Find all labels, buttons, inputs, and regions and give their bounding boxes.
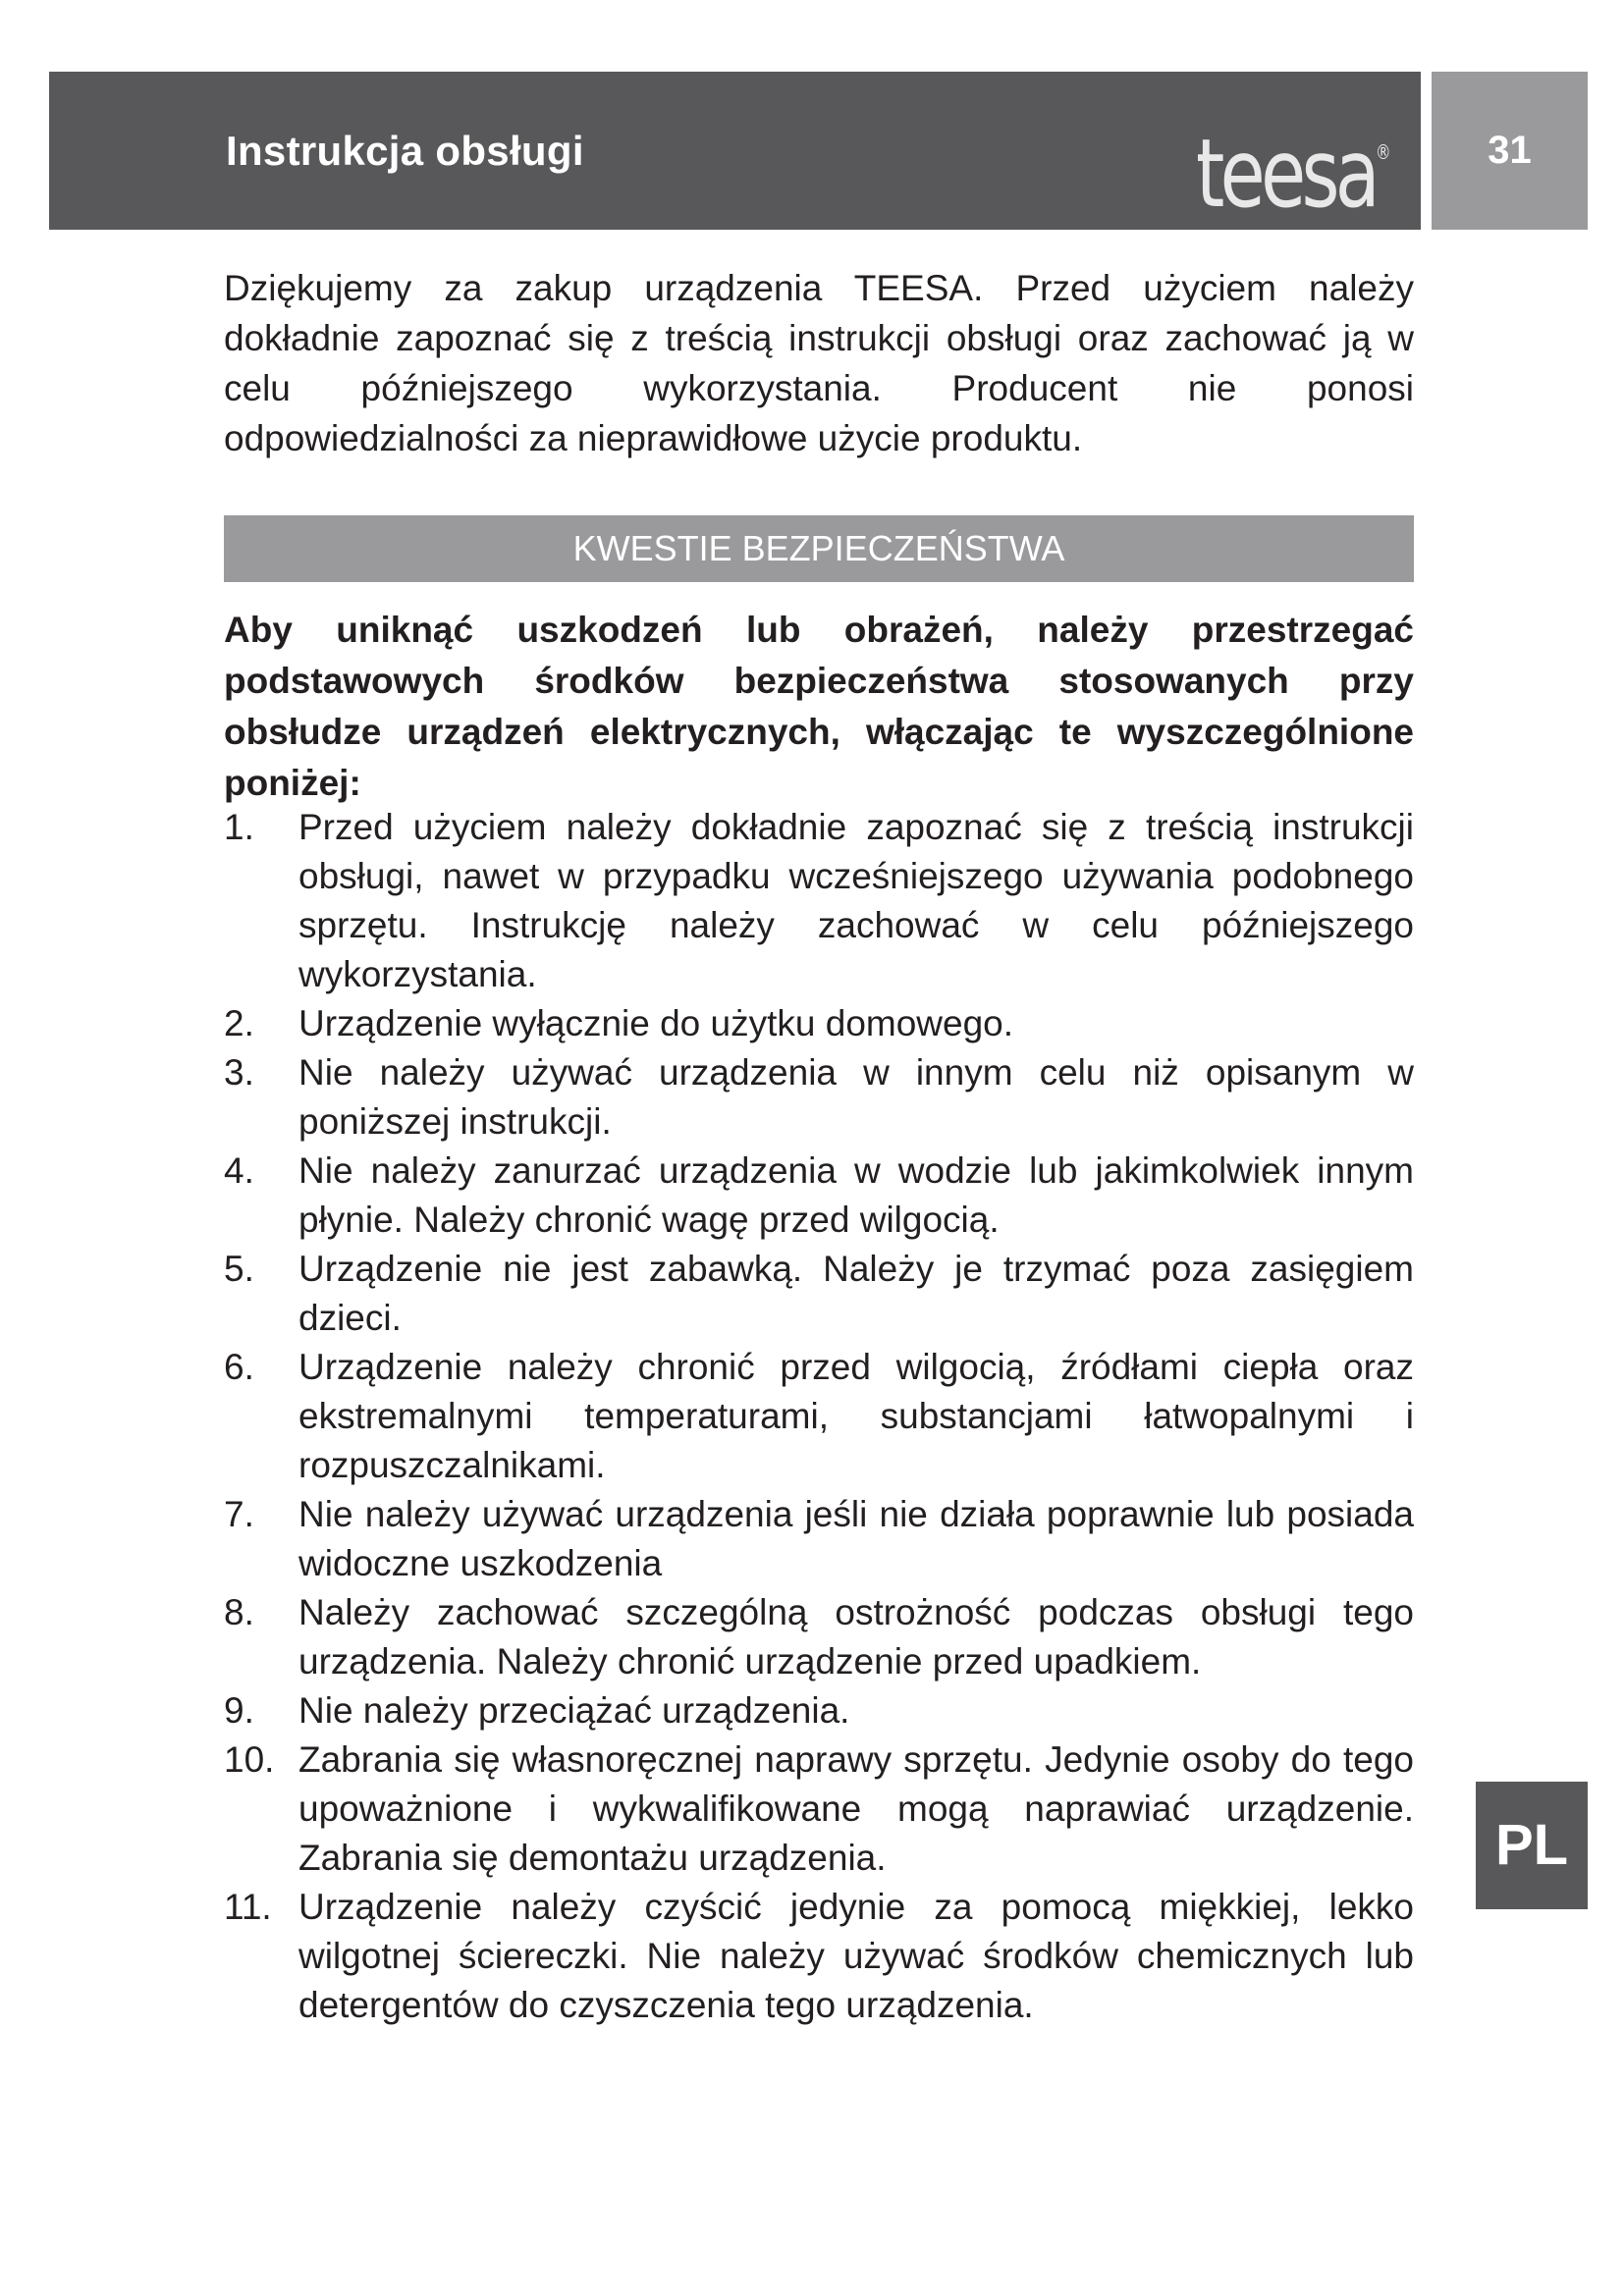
list-item	[224, 999, 1414, 1048]
list-item-text: Urządzenie wyłącznie do użytku domowego.	[298, 1003, 1014, 1043]
list-item-text: Urządzenie należy czyścić jedynie za pomocą miękkiej, lekko wilgotnej ściereczki. Nie należy używać środków chemicznych lub detergentów do czyszczenia tego urządzenia.	[298, 1887, 1414, 2025]
section-heading: KWESTIE BEZPIECZEŃSTWA	[224, 515, 1414, 582]
intro-paragraph: Dziękujemy za zakup urządzenia TEESA. Przed użyciem należy dokładnie zapoznać się z treścią instrukcji obsługi oraz zachować ją w celu późniejszego wykorzystania. Producent nie ponosi odpowiedzialności za nieprawidłowe użycie produktu.	[224, 268, 1414, 458]
list-item-number: 11.	[224, 1887, 272, 1927]
list-item-number: 7.	[224, 1494, 254, 1534]
list-item-number: 8.	[224, 1592, 254, 1632]
list-item-number: 3.	[224, 1052, 254, 1093]
list-item	[224, 1686, 1414, 1735]
list-item	[224, 1735, 1414, 1883]
list-item-text: Urządzenie należy chronić przed wilgocią, źródłami ciepła oraz ekstremalnymi temperaturami, substancjami łatwopalnymi i rozpuszczalnikami.	[298, 1347, 1414, 1485]
list-item-number: 5.	[224, 1249, 254, 1289]
list-item-number: 4.	[224, 1150, 254, 1191]
safety-lead-paragraph: Aby uniknąć uszkodzeń lub obrażeń, należy przestrzegać podstawowych środków bezpieczeństwa stosowanych przy obsłudze urządzeń elektrycznych, włączając te wyszczególnione poniżej:	[224, 610, 1414, 803]
list-item-text: Zabrania się własnoręcznej naprawy sprzętu. Jedynie osoby do tego upoważnione i wykwalifikowane mogą naprawiać urządzenie. Zabrania się demontażu urządzenia.	[298, 1739, 1414, 1878]
safety-list	[224, 803, 1414, 2030]
list-item-text: Nie należy przeciążać urządzenia.	[298, 1690, 850, 1731]
list-item-text: Nie należy używać urządzenia jeśli nie działa poprawnie lub posiada widoczne uszkodzenia	[298, 1494, 1414, 1583]
brand-logo-text: teesa	[1196, 119, 1376, 229]
list-item	[224, 1245, 1414, 1343]
list-item	[224, 1883, 1414, 2030]
list-item-text: Urządzenie nie jest zabawką. Należy je trzymać poza zasięgiem dzieci.	[298, 1249, 1414, 1338]
list-item	[224, 803, 1414, 999]
list-item	[224, 1343, 1414, 1490]
list-item-text: Przed użyciem należy dokładnie zapoznać się z treścią instrukcji obsługi, nawet w przypadku wcześniejszego używania podobnego sprzętu. Instrukcję należy zachować w celu późniejszego wykorzystania.	[298, 807, 1414, 994]
list-item-number: 2.	[224, 1003, 254, 1043]
list-item-text: Nie należy używać urządzenia w innym celu niż opisanym w poniższej instrukcji.	[298, 1052, 1414, 1142]
list-item-text: Należy zachować szczególną ostrożność podczas obsługi tego urządzenia. Należy chronić urządzenie przed upadkiem.	[298, 1592, 1414, 1682]
list-item	[224, 1490, 1414, 1588]
list-item-number: 9.	[224, 1690, 254, 1731]
list-item	[224, 1588, 1414, 1686]
registered-mark: ®	[1375, 140, 1391, 164]
list-item-text: Nie należy zanurzać urządzenia w wodzie lub jakimkolwiek innym płynie. Należy chronić wagę przed wilgocią.	[298, 1150, 1414, 1240]
list-item	[224, 1147, 1414, 1245]
list-item-number: 6.	[224, 1347, 254, 1387]
language-tab: PL	[1476, 1782, 1588, 1909]
brand-logo	[1196, 93, 1391, 229]
header-bar	[49, 72, 1421, 230]
page-number: 31	[1432, 72, 1588, 230]
list-item	[224, 1048, 1414, 1147]
list-item-number: 10.	[224, 1739, 275, 1780]
list-item-number: 1.	[224, 807, 254, 847]
page-title: Instrukcja obsługi	[226, 128, 584, 174]
